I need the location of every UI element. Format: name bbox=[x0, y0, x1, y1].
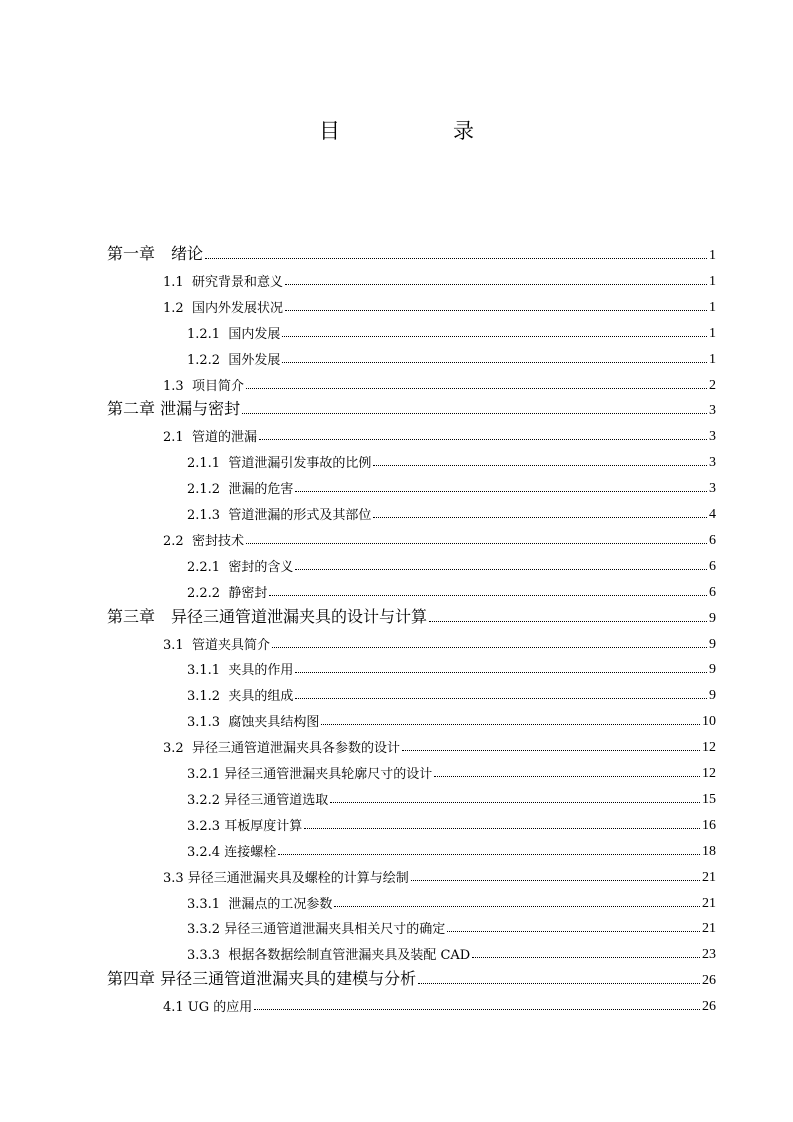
dot-leader bbox=[246, 543, 707, 544]
toc-entry[interactable] bbox=[163, 290, 716, 316]
toc-entry-page: 3 bbox=[709, 429, 716, 445]
toc-entry-title: 2.1.3 管道泄漏的形式及其部位 bbox=[187, 508, 372, 523]
toc-entry-page: 9 bbox=[709, 662, 716, 678]
dot-leader bbox=[434, 776, 700, 777]
toc-entry-title: 4.1 UG 的应用 bbox=[163, 1000, 253, 1016]
toc-entry-page: 4 bbox=[709, 507, 716, 522]
toc-entry-page: 26 bbox=[702, 973, 716, 989]
toc-entry-page: 6 bbox=[709, 584, 716, 600]
toc-entry-title: 3.2.2 异径三通管道选取 bbox=[187, 792, 329, 808]
toc-entry-title: 1.2.1 国内发展 bbox=[187, 326, 281, 342]
dot-leader bbox=[295, 569, 707, 570]
toc-entry-title: 3.1.2 夹具的组成 bbox=[187, 689, 294, 705]
toc-entry[interactable] bbox=[187, 471, 716, 497]
toc-entry[interactable] bbox=[163, 989, 716, 1015]
dot-leader bbox=[278, 854, 700, 855]
toc-entry[interactable] bbox=[163, 264, 716, 290]
toc-entry-title: 3.1.3 腐蚀夹具结构图 bbox=[187, 715, 320, 731]
toc-entry-title: 1.2 国内外发展状况 bbox=[163, 300, 283, 316]
dot-leader bbox=[429, 621, 707, 622]
toc-entry[interactable] bbox=[163, 860, 716, 886]
toc-entry-title: 3.3 异径三通泄漏夹具及螺栓的计算与绘制 bbox=[163, 870, 409, 886]
toc-entry[interactable] bbox=[187, 497, 716, 523]
toc-entry-title: 2.1.2 泄漏的危害 bbox=[187, 482, 294, 498]
toc-entry[interactable] bbox=[187, 808, 716, 834]
toc-entry-title: 2.2.1 密封的含义 bbox=[187, 559, 294, 575]
toc-entry-page: 26 bbox=[702, 999, 716, 1015]
dot-leader bbox=[259, 439, 707, 440]
toc-entry[interactable] bbox=[187, 886, 716, 912]
toc-entry-title: 2.2 密封技术 bbox=[163, 533, 244, 549]
toc-entry-page: 23 bbox=[702, 947, 716, 963]
toc-entry-page: 12 bbox=[702, 766, 716, 781]
toc-entry[interactable] bbox=[187, 445, 716, 471]
toc-entry-title: 2.1 管道的泄漏 bbox=[163, 430, 257, 446]
toc-entry[interactable] bbox=[107, 963, 716, 989]
dot-leader bbox=[282, 336, 707, 337]
toc-entry-page: 1 bbox=[709, 248, 716, 263]
toc-entry-page: 12 bbox=[702, 740, 716, 756]
toc-entry[interactable] bbox=[187, 756, 716, 782]
dot-leader bbox=[285, 310, 707, 311]
dot-leader bbox=[411, 880, 700, 881]
toc-entry-title: 第三章 异径三通管道泄漏夹具的设计与计算 bbox=[107, 606, 428, 626]
toc-entry[interactable] bbox=[187, 911, 716, 937]
toc-entry[interactable] bbox=[187, 834, 716, 860]
toc-entry-page: 10 bbox=[702, 714, 716, 730]
toc-entry-title: 3.3.2 异径三通管道泄漏夹具相关尺寸的确定 bbox=[187, 922, 446, 938]
dot-leader bbox=[304, 828, 700, 829]
toc-entry-page: 3 bbox=[709, 481, 716, 497]
toc-entry[interactable] bbox=[187, 652, 716, 678]
toc-entry-title: 第一章 绪论 bbox=[107, 244, 204, 263]
dot-leader bbox=[285, 284, 707, 285]
toc-entry-title: 3.3.3 根据各数据绘制直管泄漏夹具及装配 CAD bbox=[187, 948, 471, 964]
dot-leader bbox=[373, 517, 707, 518]
toc-entry-title: 1.1 研究背景和意义 bbox=[163, 274, 283, 290]
dot-leader bbox=[321, 724, 700, 725]
dot-leader bbox=[295, 698, 707, 699]
dot-leader bbox=[254, 1009, 700, 1010]
dot-leader bbox=[447, 931, 700, 932]
toc-entry-title: 第四章 异径三通管道泄漏夹具的建模与分析 bbox=[107, 969, 417, 989]
toc-entry[interactable] bbox=[187, 704, 716, 730]
dot-leader bbox=[295, 491, 707, 492]
dot-leader bbox=[373, 465, 707, 466]
toc-entry-page: 9 bbox=[709, 610, 716, 626]
toc-entry-title: 3.1.1 夹具的作用 bbox=[187, 663, 294, 679]
toc-entry-page: 6 bbox=[709, 532, 716, 548]
toc-entry-page: 16 bbox=[702, 817, 716, 833]
dot-leader bbox=[269, 595, 707, 596]
toc-entry[interactable] bbox=[163, 730, 716, 756]
toc-entry[interactable] bbox=[163, 627, 716, 653]
dot-leader bbox=[472, 957, 700, 958]
toc-entry-title: 1.2.2 国外发展 bbox=[187, 352, 281, 368]
toc-entry[interactable] bbox=[163, 419, 716, 445]
toc-entry[interactable] bbox=[107, 601, 716, 627]
dot-leader bbox=[282, 362, 707, 363]
toc-entry-page: 1 bbox=[709, 351, 716, 367]
toc-entry[interactable] bbox=[187, 575, 716, 601]
toc-entry-title: 3.2.1 异径三通管泄漏夹具轮廓尺寸的设计 bbox=[187, 767, 433, 782]
toc-entry[interactable] bbox=[187, 316, 716, 342]
toc-entry-title: 第二章 泄漏与密封 bbox=[107, 399, 241, 419]
toc-entry-title: 3.2.4 连接螺栓 bbox=[187, 844, 277, 860]
toc-entry-page: 6 bbox=[709, 558, 716, 574]
toc-entry-page: 1 bbox=[709, 273, 716, 289]
toc-entry-page: 15 bbox=[702, 791, 716, 807]
toc-entry-page: 18 bbox=[702, 843, 716, 859]
toc-entry-page: 9 bbox=[709, 636, 716, 652]
toc-entry-title: 1.3 项目简介 bbox=[163, 378, 244, 394]
dot-leader bbox=[334, 906, 700, 907]
dot-leader bbox=[295, 672, 707, 673]
toc-entry-page: 1 bbox=[709, 325, 716, 341]
toc-entry-page: 21 bbox=[702, 895, 716, 911]
toc-entry-page: 21 bbox=[702, 869, 716, 885]
dot-leader bbox=[272, 647, 707, 648]
toc-entry[interactable] bbox=[187, 342, 716, 368]
toc-entry-page: 1 bbox=[709, 299, 716, 315]
toc-entry-page: 9 bbox=[709, 688, 716, 704]
toc-entry-title: 3.1 管道夹具简介 bbox=[163, 637, 270, 653]
dot-leader bbox=[330, 802, 700, 803]
dot-leader bbox=[246, 388, 707, 389]
toc-entry[interactable] bbox=[107, 393, 716, 419]
toc-entry-page: 21 bbox=[702, 921, 716, 937]
toc-entry[interactable] bbox=[163, 523, 716, 549]
toc-entry[interactable] bbox=[107, 238, 716, 264]
toc-entry[interactable] bbox=[187, 937, 716, 963]
dot-leader bbox=[205, 258, 707, 259]
toc-entry-title: 2.1.1 管道泄漏引发事故的比例 bbox=[187, 456, 372, 472]
dot-leader bbox=[242, 413, 707, 414]
toc-entry-title: 2.2.2 静密封 bbox=[187, 585, 268, 601]
toc-entry-page: 2 bbox=[709, 377, 716, 393]
toc-entry-title: 3.3.1 泄漏点的工况参数 bbox=[187, 896, 333, 912]
toc-entry-title: 3.2.3 耳板厚度计算 bbox=[187, 818, 303, 834]
toc-entry[interactable] bbox=[187, 782, 716, 808]
dot-leader bbox=[418, 983, 700, 984]
toc-entry-page: 3 bbox=[709, 403, 716, 419]
toc-entry[interactable] bbox=[187, 549, 716, 575]
toc-entry[interactable] bbox=[163, 368, 716, 394]
dot-leader bbox=[402, 750, 700, 751]
toc-entry-page: 3 bbox=[709, 455, 716, 471]
toc-entry-title: 3.2 异径三通管道泄漏夹具各参数的设计 bbox=[163, 741, 400, 757]
toc-entry[interactable] bbox=[187, 678, 716, 704]
page-title: 目 录 bbox=[319, 119, 520, 143]
